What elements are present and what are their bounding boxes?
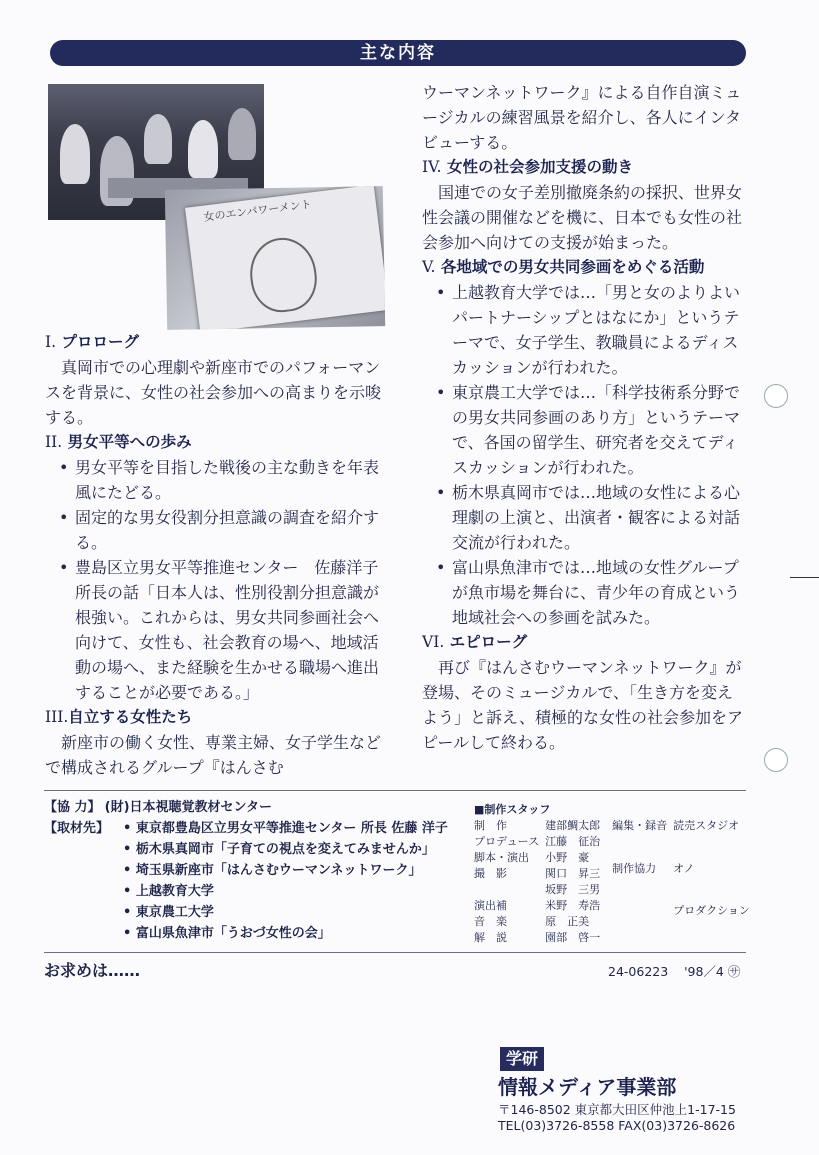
left-column [45, 330, 385, 780]
staff-header: ■制作スタッフ [474, 803, 551, 816]
book-title: 女のエンパワーメント [202, 197, 313, 224]
credits-block [44, 798, 464, 944]
section-5-list [422, 280, 748, 630]
divider [44, 952, 746, 953]
right-column [422, 80, 748, 755]
list-item: • 固定的な男女役割分担意識の調査を紹介する。 [45, 505, 385, 555]
list-item: • 富山県魚津市「うおづ女性の会」 [123, 923, 448, 944]
section-banner [50, 40, 746, 66]
product-code: 24-06223 [608, 964, 669, 979]
list-item: • 東京農工大学では…「科学技術系分野での男女共同参画のあり方」というテーマで、各国の留学生、研究者を交えてディスカッションが行われた。 [422, 380, 748, 480]
section-3-text-start: 新座市の働く女性、専業主婦、女子学生などで構成されるグループ『はんさむ [45, 733, 382, 777]
list-item: • 東京農工大学 [123, 902, 448, 923]
section-4-text: 国連での女子差別撤廃条約の採択、世界女性会議の開催などを機に、日本でも女性の社会参加へ向けての支援が始まった。 [422, 183, 743, 252]
section-3-text-end: ウーマンネットワーク』による自作自演ミュージカルの練習風景を紹介し、各人にインタビューする。 [422, 83, 742, 152]
fold-mark [790, 577, 819, 578]
list-item: • 富山県魚津市では…地域の女性グループが魚市場を舞台に、青少年の育成という地域社会への参画を試みた。 [422, 555, 748, 630]
list-item: • 埼玉県新座市「はんさむウーマンネットワーク」 [123, 860, 448, 881]
publisher-logo: 学研 [500, 1047, 544, 1071]
list-item: • 上越教育大学 [123, 881, 448, 902]
binder-hole-icon [764, 384, 788, 408]
staff-table-right: 編集・録音 読売スタジオ 制作協力 オノ プロダクション [612, 819, 750, 918]
list-item: • 栃木県真岡市では…地域の女性による心理劇の上演と、出演者・観客による対話交流が行われた。 [422, 480, 748, 555]
section-2-list [45, 455, 385, 705]
interview-list [123, 818, 448, 944]
section-3-heading: III.自立する女性たち [45, 708, 193, 726]
list-item: • 豊島区立男女平等推進センター 佐藤洋子所長の話「日本人は、性別役割分担意識が根強い。これからは、男女共同参画社会へ向けて、女性も、社会教育の場へ、地域活動の場へ、また経験を生かせる職場へ進出することが必要である。」 [45, 555, 385, 705]
list-item: • 栃木県真岡市「子育ての視点を変えてみませんか」 [123, 839, 448, 860]
section-6-text: 再び『はんさむウーマンネットワーク』が登場、そのミュージカルで、「生き方を変えよう」と訴え、積極的な女性の社会参加をアピールして終わる。 [422, 658, 743, 752]
cooperation-label: 【協 力】 [44, 800, 101, 815]
binder-hole-icon [764, 748, 788, 772]
book-cover-photo [165, 186, 385, 330]
product-code-line [608, 962, 740, 980]
staff-block [474, 802, 754, 946]
publisher-division: 情報メディア事業部 [498, 1075, 677, 1099]
section-2-heading: II. 男女平等への歩み [45, 433, 192, 451]
order-label: お求めは…… [44, 961, 141, 980]
publisher-contact: TEL(03)3726-8558 FAX(03)3726-8626 [498, 1118, 736, 1133]
list-item: • 上越教育大学では…「男と女のよりよいパートナーシップとはなにか」というテーマで、女子学生、教職員によるディスカッションが行われた。 [422, 280, 748, 380]
section-1-heading: I. プロローグ [45, 333, 139, 351]
divider [44, 790, 746, 791]
publisher-address: 〒146-8502 東京都大田区仲池上1-17-15 [498, 1102, 736, 1117]
date-mark-icon: ㋚ [727, 964, 741, 979]
cooperation-value: (財)日本視聴覚教材センター [104, 800, 273, 815]
issue-date: '98／4 [684, 964, 724, 979]
section-6-heading: VI. エピローグ [422, 633, 528, 651]
banner-title: 主な内容 [360, 43, 436, 63]
section-4-heading: IV. 女性の社会参加支援の動き [422, 158, 633, 176]
list-item: • 東京都豊島区立男女平等推進センター 所長 佐藤 洋子 [123, 818, 448, 839]
staff-table-left: 制 作 建部鯛太郎 プロデュース 江藤 征治 脚本・演出 小野 豪 撮 影 関口 昇三 坂野 三男 演出補 米野 寿浩 音 楽 原 正美 解 説 園部 啓一 [474, 819, 601, 944]
interview-label: 【取材先】 [44, 821, 110, 836]
section-1-text: 真岡市での心理劇や新座市でのパフォーマンスを背景に、女性の社会参加への高まりを示唆する。 [45, 358, 382, 427]
section-5-heading: V. 各地域での男女共同参画をめぐる活動 [422, 258, 705, 276]
list-item: • 男女平等を目指した戦後の主な動きを年表風にたどる。 [45, 455, 385, 505]
